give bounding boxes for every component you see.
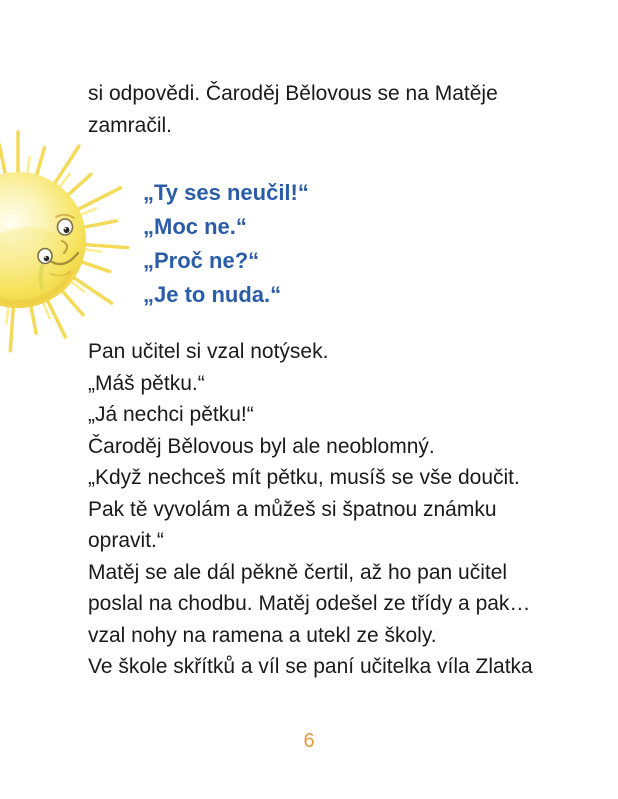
dialogue-line: „Ty ses neučil!“ — [143, 180, 309, 205]
text-line: zamračil. — [88, 114, 173, 137]
text-line: Matěj se ale dál pěkně čertil, až ho pan učitel — [88, 560, 508, 584]
text-line: vzal nohy na ramena a utekl ze školy. — [88, 623, 437, 647]
text-line: si odpovědi. Čaroděj Bělovous se na Matěje — [88, 82, 498, 105]
text-line: „Já nechci pětku!“ — [88, 403, 254, 426]
paragraph-intro — [88, 78, 558, 142]
dialogue-block — [143, 176, 543, 312]
text-line: „Když nechceš mít pětku, musíš se vše doučit. — [88, 466, 520, 489]
sun-eye-left-icon — [38, 249, 52, 264]
text-line: Pan učitel si vzal notýsek. — [88, 340, 329, 363]
dialogue-line: „Moc ne.“ — [143, 214, 247, 239]
text-line: Ve škole skřítků a víl se paní učitelka víla Zlatka — [88, 655, 533, 678]
dialogue-line: „Proč ne?“ — [143, 248, 260, 273]
text-line: „Máš pětku.“ — [88, 371, 205, 395]
main-paragraphs — [88, 336, 588, 683]
dialogue-line: „Je to nuda.“ — [143, 282, 282, 307]
page-number: 6 — [303, 730, 315, 752]
text-line: Čaroděj Bělovous byl ale neoblomný. — [88, 434, 435, 458]
text-line: Pak tě vyvolám a můžeš si špatnou známku — [88, 497, 497, 521]
text-line: poslal na chodbu. Matěj odešel ze třídy a pak… — [88, 592, 531, 615]
text-line: opravit.“ — [88, 529, 164, 552]
